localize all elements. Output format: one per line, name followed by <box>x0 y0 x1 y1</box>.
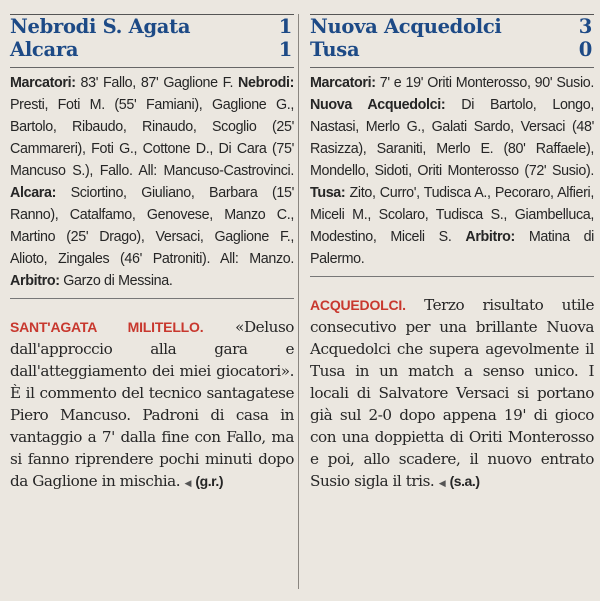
article-text <box>310 294 594 495</box>
header-rule <box>310 67 594 68</box>
match-column-left <box>10 0 294 495</box>
lineup-value: Matina di Palermo. <box>310 229 594 267</box>
lineup-value: Garzo di Messina. <box>59 273 173 289</box>
home-team-score: 3 <box>578 15 592 38</box>
away-team-score: 1 <box>278 38 292 61</box>
lineup-value: Di Bartolo, Longo, Nastasi, Merlo G., Galati Sardo, Versaci (48' Rasizza), Saraniti, Merlo E. (80' Raffaele), Mondello, Sidoti, Oriti Monterosso (72' Susio). <box>310 97 594 179</box>
author-signature: (g.r.) <box>195 473 224 489</box>
lineup-text <box>10 72 294 292</box>
away-team-score: 0 <box>578 38 592 61</box>
lineup-label: Nuova Acquedolci: <box>310 97 446 113</box>
home-team-row <box>10 15 294 38</box>
lineup-value: Zito, Curro', Tudisca A., Pecoraro, Alfieri, Miceli M., Scolaro, Tudisca S., Giambelluca, Modestino, Miceli S. <box>310 185 594 245</box>
article-body: Terzo risultato utile consecutivo per una brillante Nuova Acquedolci che supera agevolmente il Tusa in un match a senso unico. I locali di Salvatore Versaci si portano già sul 2-0 dopo appena 19' di gioco con una doppietta di Oriti Monterosso e poi, allo scadere, il nuovo entrato Susio sigla il tris. <box>310 296 594 490</box>
away-team-name: Tusa <box>310 38 360 61</box>
home-team-row <box>310 15 594 38</box>
home-team-name: Nebrodi S. Agata <box>10 15 191 38</box>
end-mark-icon: ◀ <box>184 479 192 489</box>
article-body: «Deluso dall'approccio alla gara e dall'atteggiamento dei miei giocatori». È il commento del tecnico santagatese Piero Mancuso. Padroni di casa in vantaggio a 7' dalla fine con Fallo, ma si fanno riprendere pochi minuti dopo da Gaglione in mischia. <box>10 318 294 490</box>
away-team-row <box>10 38 294 61</box>
lineup-value: Sciortino, Giuliano, Barbara (15' Ranno), Catalfamo, Genovese, Manzo C., Martino (25' Drago), Versaci, Gaglione F., Alioto, Zingales (46' Patroniti). All: Manzo. <box>10 185 294 267</box>
article-kicker: ACQUEDOLCI. <box>310 297 406 313</box>
lineup-label: Arbitro: <box>465 229 515 245</box>
lineup-value: Presti, Foti M. (55' Famiani), Gaglione G., Bartolo, Ribaudo, Rinaudo, Scoglio (25' Cammareri), Foti G., Cottone D., Di Cara (75' Mancuso S.), Fallo. All: Mancuso-Castrovinci. <box>10 97 294 179</box>
article-kicker: SANT'AGATA MILITELLO. <box>10 319 204 335</box>
lineup-label: Alcara: <box>10 185 57 201</box>
lineup-label: Marcatori: <box>310 75 376 91</box>
home-team-score: 1 <box>278 15 292 38</box>
lineup-value: 83' Fallo, 87' Gaglione F. <box>75 75 239 91</box>
article-rule <box>10 298 294 299</box>
away-team-row <box>310 38 594 61</box>
end-mark-icon: ◀ <box>438 479 446 489</box>
lineup-label: Arbitro: <box>10 273 60 289</box>
lineup-label: Tusa: <box>310 185 346 201</box>
lineup-value: 7' e 19' Oriti Monterosso, 90' Susio. <box>375 75 594 91</box>
home-team-name: Nuova Acquedolci <box>310 15 502 38</box>
lineup-text <box>310 72 594 270</box>
lineup-label: Marcatori: <box>10 75 76 91</box>
away-team-name: Alcara <box>10 38 79 61</box>
match-column-right <box>310 0 594 495</box>
author-signature: (s.a.) <box>449 473 480 489</box>
header-rule <box>10 67 294 68</box>
article-rule <box>310 276 594 277</box>
article-text <box>10 316 294 495</box>
lineup-label: Nebrodi: <box>238 75 294 91</box>
column-separator <box>298 14 299 589</box>
